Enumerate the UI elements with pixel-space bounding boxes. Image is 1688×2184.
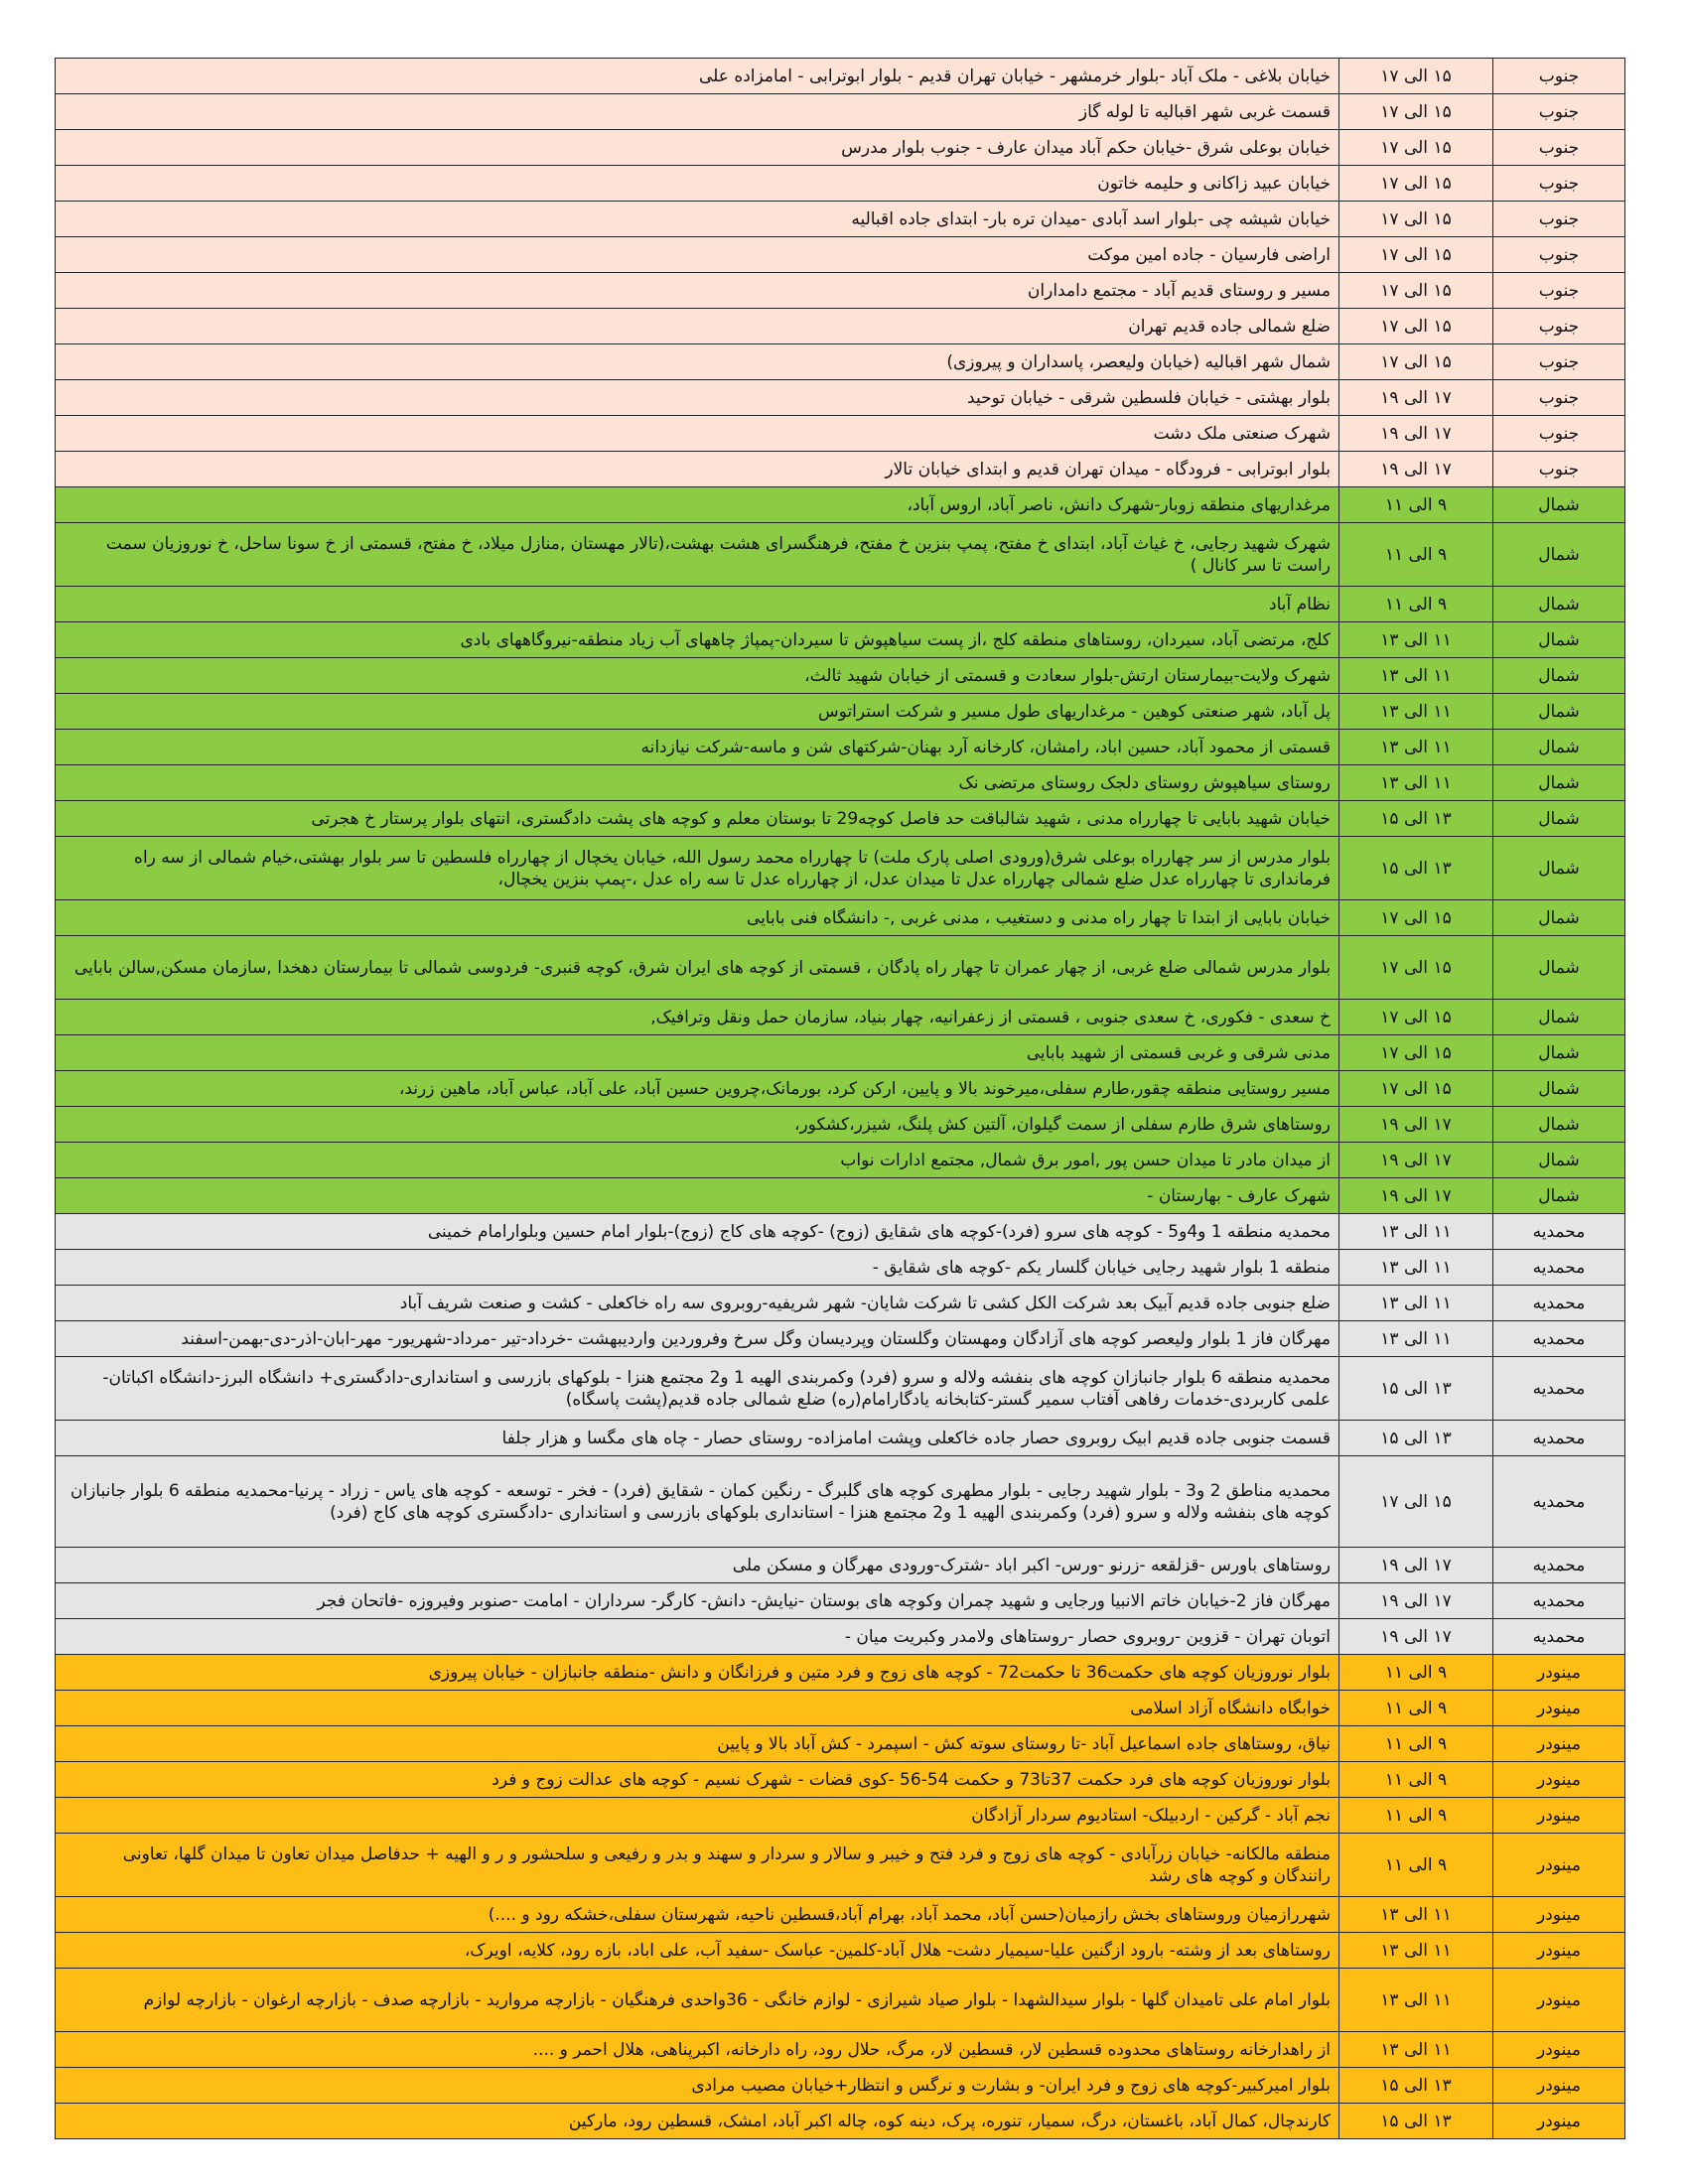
- area-cell: روستاهای باورس -قزلقعه -زرنو -ورس- اکبر اباد -شترک-ورودی مهرگان و مسکن ملی: [56, 1548, 1339, 1583]
- region-cell: شمال: [1493, 1035, 1625, 1071]
- area-cell: از راهدارخانه روستاهای محدوده قسطین لار، قسطین لار، مرگ، حلال رود، راه دارخانه، اکبرپناهی، هلال احمر و ....: [56, 2032, 1339, 2068]
- table-row: [56, 765, 1625, 801]
- area-cell: قسمت جنوبی جاده قدیم ابیک روبروی حصار جاده خاکعلی وپشت امامزاده- روستای حصار - چاه های مگسا و هزار جلفا: [56, 1421, 1339, 1456]
- table-row: [56, 1834, 1625, 1897]
- region-cell: محمدیه: [1493, 1548, 1625, 1583]
- region-cell: مینودر: [1493, 2068, 1625, 2104]
- time-cell: ۱۵ الی ۱۷: [1339, 1456, 1493, 1548]
- outage-schedule-table: [55, 58, 1625, 2139]
- table-row: [56, 1321, 1625, 1357]
- region-cell: محمدیه: [1493, 1583, 1625, 1619]
- area-cell: بلوار نوروزیان کوچه های فرد حکمت 37تا73 و حکمت 54-56 -کوی قضات - شهرک نسیم - کوچه های عدالت زوج و فرد: [56, 1762, 1339, 1798]
- table-row: [56, 801, 1625, 837]
- table-row: [56, 344, 1625, 380]
- table-body: [56, 59, 1625, 2139]
- region-cell: جنوب: [1493, 166, 1625, 202]
- table-row: [56, 1357, 1625, 1421]
- time-cell: ۱۵ الی ۱۷: [1339, 273, 1493, 309]
- table-row: [56, 1798, 1625, 1834]
- table-row: [56, 1035, 1625, 1071]
- area-cell: خیابان بلاغی - ملک آباد -بلوار خرمشهر - خیابان تهران قدیم - بلوار ابوترابی - امامزاده علی: [56, 59, 1339, 94]
- region-cell: مینودر: [1493, 1969, 1625, 2032]
- time-cell: ۹ الی ۱۱: [1339, 1798, 1493, 1834]
- table-row: [56, 1214, 1625, 1250]
- table-row: [56, 1107, 1625, 1143]
- region-cell: محمدیه: [1493, 1421, 1625, 1456]
- region-cell: جنوب: [1493, 380, 1625, 416]
- region-cell: شمال: [1493, 523, 1625, 587]
- table-row: [56, 237, 1625, 273]
- region-cell: جنوب: [1493, 130, 1625, 166]
- region-cell: جنوب: [1493, 237, 1625, 273]
- table-row: [56, 1071, 1625, 1107]
- table-row: [56, 900, 1625, 936]
- area-cell: شهرک عارف - بهارستان -: [56, 1178, 1339, 1214]
- table-row: [56, 166, 1625, 202]
- region-cell: شمال: [1493, 730, 1625, 765]
- area-cell: اراضی فارسیان - جاده امین موکت: [56, 237, 1339, 273]
- region-cell: شمال: [1493, 837, 1625, 900]
- table-row: [56, 1548, 1625, 1583]
- time-cell: ۱۵ الی ۱۷: [1339, 59, 1493, 94]
- time-cell: ۱۱ الی ۱۳: [1339, 1286, 1493, 1321]
- region-cell: مینودر: [1493, 2032, 1625, 2068]
- table-row: [56, 587, 1625, 622]
- area-cell: روستاهای بعد از وشته- بارود ازگنین علیا-سیمیار دشت- هلال آباد-کلمین- عباسک -سفید آب، علی اباد، بازه رود، کلایه، اویرک،: [56, 1933, 1339, 1969]
- area-cell: از میدان مادر تا میدان حسن پور ,امور برق شمال, مجتمع ادارات نواب: [56, 1143, 1339, 1178]
- region-cell: محمدیه: [1493, 1214, 1625, 1250]
- area-cell: کارندچال، کمال آباد، باغستان، درگ، سمیار، تنوره، پرک، دینه کوه، چاله اکبر آباد، امشک، قسطین رود، مارکین: [56, 2104, 1339, 2139]
- time-cell: ۱۱ الی ۱۳: [1339, 1214, 1493, 1250]
- area-cell: محمدیه منطقه 6 بلوار جانبازان کوچه های بنفشه ولاله و سرو (فرد) وکمربندی الهیه 1 و2 مجتمع هنزا - بلوکهای بازرسی و استانداری-دادگستری+ دانشگاه البرز-دانشگاه اکباتان-علمی کاربردی-خدمات رفاهی آفتاب سمیر گستر-کتابخانه یادگارامام(ره) ضلع شمالی جاده قدیم(پشت پاسگاه): [56, 1357, 1339, 1421]
- table-row: [56, 1583, 1625, 1619]
- table-row: [56, 936, 1625, 1000]
- area-cell: خیابان شهید بابایی تا چهارراه مدنی ، شهید شالباقت حد فاصل کوچه29 تا بوستان معلم و کوچه های پشت دادگستری، انتهای بلوار پرستار خ هجرتی: [56, 801, 1339, 837]
- time-cell: ۱۷ الی ۱۹: [1339, 1107, 1493, 1143]
- region-cell: مینودر: [1493, 1726, 1625, 1762]
- area-cell: بلوار نوروزیان کوچه های حکمت36 تا حکمت72 - کوچه های زوج و فرد متین و فرزانگان و دانش -منطقه جانبازان - خیابان پیروزی: [56, 1655, 1339, 1691]
- region-cell: جنوب: [1493, 59, 1625, 94]
- area-cell: محمدیه منطقه 1 و4و5 - کوچه های سرو (فرد)-کوچه های شقایق (زوج) -کوچه های کاج (زوج)-بلوار امام حسین وبلوارامام خمینی: [56, 1214, 1339, 1250]
- area-cell: خ سعدی - فکوری، خ سعدی جنوبی ، قسمتی از زعفرانیه، چهار بنیاد، سازمان حمل ونقل وترافیک,: [56, 1000, 1339, 1035]
- region-cell: شمال: [1493, 900, 1625, 936]
- table-row: [56, 1762, 1625, 1798]
- time-cell: ۱۵ الی ۱۷: [1339, 309, 1493, 344]
- region-cell: مینودر: [1493, 2104, 1625, 2139]
- table-row: [56, 1178, 1625, 1214]
- table-row: [56, 837, 1625, 900]
- region-cell: جنوب: [1493, 309, 1625, 344]
- region-cell: شمال: [1493, 587, 1625, 622]
- area-cell: خوابگاه دانشگاه آزاد اسلامی: [56, 1691, 1339, 1726]
- area-cell: شهررازمیان وروستاهای بخش رازمیان(حسن آباد، محمد آباد، بهرام آباد،قسطین ناحیه، شهرستان سفلی،خشکه رود و ....): [56, 1897, 1339, 1933]
- table-row: [56, 487, 1625, 523]
- table-row: [56, 730, 1625, 765]
- time-cell: ۱۳ الی ۱۵: [1339, 2068, 1493, 2104]
- time-cell: ۱۷ الی ۱۹: [1339, 1548, 1493, 1583]
- table-row: [56, 309, 1625, 344]
- table-row: [56, 94, 1625, 130]
- time-cell: ۱۱ الی ۱۳: [1339, 1321, 1493, 1357]
- region-cell: جنوب: [1493, 344, 1625, 380]
- region-cell: شمال: [1493, 694, 1625, 730]
- table-row: [56, 622, 1625, 658]
- area-cell: نظام آباد: [56, 587, 1339, 622]
- area-cell: مرغداریهای منطقه زوبار-شهرک دانش، ناصر آباد، اروس آباد،: [56, 487, 1339, 523]
- table-row: [56, 1421, 1625, 1456]
- time-cell: ۱۱ الی ۱۳: [1339, 658, 1493, 694]
- area-cell: مدنی شرقی و غربی قسمتی از شهید بابایی: [56, 1035, 1339, 1071]
- area-cell: نجم آباد - گرکین - اردبیلک- استادیوم سردار آزادگان: [56, 1798, 1339, 1834]
- region-cell: مینودر: [1493, 1798, 1625, 1834]
- region-cell: شمال: [1493, 1000, 1625, 1035]
- table-row: [56, 1000, 1625, 1035]
- table-row: [56, 1250, 1625, 1286]
- area-cell: بلوار مدرس شمالی ضلع غربی، از چهار عمران تا چهار راه پادگان ، قسمتی از کوچه های ایران شرق، کوچه قنبری- فردوسی شمالی تا بیمارستان دهخدا ,سازمان مسکن,سالن بابایی: [56, 936, 1339, 1000]
- region-cell: جنوب: [1493, 202, 1625, 237]
- table-row: [56, 1143, 1625, 1178]
- time-cell: ۱۱ الی ۱۳: [1339, 622, 1493, 658]
- time-cell: ۹ الی ۱۱: [1339, 1834, 1493, 1897]
- time-cell: ۹ الی ۱۱: [1339, 1726, 1493, 1762]
- time-cell: ۱۳ الی ۱۵: [1339, 2104, 1493, 2139]
- area-cell: منطقه 1 بلوار شهید رجایی خیابان گلسار یکم -کوچه های شقایق -: [56, 1250, 1339, 1286]
- area-cell: بلوار مدرس از سر چهارراه بوعلی شرق(ورودی اصلی پارک ملت) تا چهارراه محمد رسول الله، خیابان یخچال از چهارراه فلسطین تا سر بلوار بهشتی،خیام شمالی از سه راه فرمانداری تا چهارراه عدل ضلع شمالی چهارراه عدل تا میدان عدل، از چهارراه عدل تا سه راه عدل ،-پمپ بنزین یخچال،: [56, 837, 1339, 900]
- region-cell: مینودر: [1493, 1691, 1625, 1726]
- area-cell: پل آباد، شهر صنعتی کوهین - مرغداریهای طول مسیر و شرکت استراتوس: [56, 694, 1339, 730]
- time-cell: ۱۷ الی ۱۹: [1339, 1619, 1493, 1655]
- area-cell: ضلع جنوبی جاده قدیم آبیک بعد شرکت الکل کشی تا شرکت شایان- شهر شریفیه-روبروی سه راه خاکعلی - کشت و صنعت شریف آباد: [56, 1286, 1339, 1321]
- area-cell: منطقه مالکانه- خیابان زرآبادی - کوچه های زوج و فرد فتح و خیبر و سالار و سردار و سهند و بدر و رفیعی و سلحشور و ر و الهیه + حدفاصل میدان تعاون تا میدان گلها، تعاونی رانندگان و کوچه های رشد: [56, 1834, 1339, 1897]
- time-cell: ۹ الی ۱۱: [1339, 1655, 1493, 1691]
- area-cell: شمال شهر اقبالیه (خیابان ولیعصر، پاسداران و پیروزی): [56, 344, 1339, 380]
- area-cell: قسمتی از محمود آباد، حسین اباد، رامشان، کارخانه آرد بهنان-شرکتهای شن و ماسه-شرکت نیازدانه: [56, 730, 1339, 765]
- time-cell: ۱۵ الی ۱۷: [1339, 130, 1493, 166]
- time-cell: ۱۱ الی ۱۳: [1339, 1933, 1493, 1969]
- time-cell: ۹ الی ۱۱: [1339, 487, 1493, 523]
- table-row: [56, 694, 1625, 730]
- region-cell: شمال: [1493, 1071, 1625, 1107]
- table-row: [56, 130, 1625, 166]
- area-cell: بلوار امیرکبیر-کوچه های زوج و فرد ایران- و بشارت و نرگس و انتظار+خیابان مصیب مرادی: [56, 2068, 1339, 2104]
- time-cell: ۱۱ الی ۱۳: [1339, 1969, 1493, 2032]
- area-cell: ضلع شمالی جاده قدیم تهران: [56, 309, 1339, 344]
- table-row: [56, 1691, 1625, 1726]
- region-cell: جنوب: [1493, 94, 1625, 130]
- time-cell: ۱۳ الی ۱۵: [1339, 837, 1493, 900]
- time-cell: ۱۳ الی ۱۵: [1339, 1357, 1493, 1421]
- time-cell: ۱۷ الی ۱۹: [1339, 380, 1493, 416]
- time-cell: ۱۱ الی ۱۳: [1339, 1250, 1493, 1286]
- table-row: [56, 1726, 1625, 1762]
- table-row: [56, 2068, 1625, 2104]
- area-cell: خیابان بابایی از ابتدا تا چهار راه مدنی و دستغیب ، مدنی غربی ,- دانشگاه فنی بابایی: [56, 900, 1339, 936]
- time-cell: ۱۵ الی ۱۷: [1339, 166, 1493, 202]
- region-cell: مینودر: [1493, 1762, 1625, 1798]
- area-cell: خیابان بوعلی شرق -خیابان حکم آباد میدان عارف - جنوب بلوار مدرس: [56, 130, 1339, 166]
- area-cell: قسمت غربی شهر اقبالیه تا لوله گاز: [56, 94, 1339, 130]
- table-row: [56, 1969, 1625, 2032]
- time-cell: ۱۵ الی ۱۷: [1339, 900, 1493, 936]
- area-cell: کلج، مرتضی آباد، سیردان، روستاهای منطقه کلج ،از پست سیاهپوش تا سیردان-پمپاژ چاههای آب زیاد منطقه-نیروگاههای بادی: [56, 622, 1339, 658]
- area-cell: بلوار امام علی تامیدان گلها - بلوار سیدالشهدا - بلوار صیاد شیرازی - لوازم خانگی - 36واحدی فرهنگیان - بازارچه مروارید - بازارچه صدف - بازارچه ارغوان - بازارچه لوازم: [56, 1969, 1339, 2032]
- time-cell: ۹ الی ۱۱: [1339, 587, 1493, 622]
- time-cell: ۱۷ الی ۱۹: [1339, 452, 1493, 487]
- time-cell: ۱۵ الی ۱۷: [1339, 344, 1493, 380]
- region-cell: شمال: [1493, 1178, 1625, 1214]
- time-cell: ۱۷ الی ۱۹: [1339, 416, 1493, 452]
- table-row: [56, 273, 1625, 309]
- region-cell: شمال: [1493, 622, 1625, 658]
- table-row: [56, 523, 1625, 587]
- area-cell: شهرک شهید رجایی، خ غیاث آباد، ابتدای خ مفتح، پمپ بنزین خ مفتح، فرهنگسرای هشت بهشت،(تالار مهستان ,منازل میلاد، خ مفتح، قسمتی از خ سونا ساحل، خ نوروزیان سمت راست تا سر کانال ): [56, 523, 1339, 587]
- table-row: [56, 1933, 1625, 1969]
- table-row: [56, 2104, 1625, 2139]
- time-cell: ۱۵ الی ۱۷: [1339, 94, 1493, 130]
- time-cell: ۱۵ الی ۱۷: [1339, 237, 1493, 273]
- time-cell: ۹ الی ۱۱: [1339, 1762, 1493, 1798]
- area-cell: شهرک ولایت-بیمارستان ارتش-بلوار سعادت و قسمتی از خیابان شهید ثالث،: [56, 658, 1339, 694]
- table-row: [56, 59, 1625, 94]
- region-cell: مینودر: [1493, 1655, 1625, 1691]
- region-cell: شمال: [1493, 1143, 1625, 1178]
- time-cell: ۱۵ الی ۱۷: [1339, 202, 1493, 237]
- region-cell: جنوب: [1493, 416, 1625, 452]
- time-cell: ۱۵ الی ۱۷: [1339, 1071, 1493, 1107]
- time-cell: ۱۱ الی ۱۳: [1339, 1897, 1493, 1933]
- time-cell: ۹ الی ۱۱: [1339, 523, 1493, 587]
- area-cell: اتوبان تهران - قزوین -روبروی حصار -روستاهای ولامدر وکبریت میان -: [56, 1619, 1339, 1655]
- region-cell: شمال: [1493, 487, 1625, 523]
- region-cell: شمال: [1493, 936, 1625, 1000]
- table-row: [56, 416, 1625, 452]
- time-cell: ۱۳ الی ۱۵: [1339, 801, 1493, 837]
- table-row: [56, 2032, 1625, 2068]
- time-cell: ۱۱ الی ۱۳: [1339, 2032, 1493, 2068]
- area-cell: شهرک صنعتی ملک دشت: [56, 416, 1339, 452]
- area-cell: روستای سیاهپوش روستای دلجک روستای مرتضی نک: [56, 765, 1339, 801]
- area-cell: محمدیه مناطق 2 و3 - بلوار شهید رجایی - بلوار مطهری کوچه های گلبرگ - رنگین کمان - شقایق (فرد) - فخر - توسعه - کوچه های یاس - زراد - پرنیا-محمدیه منطقه 6 بلوار جانبازان کوچه های بنفشه ولاله و سرو (فرد) وکمربندی الهیه 1 و2 مجتمع هنزا - استانداری بلوکهای بازرسی و استانداری -دادگستری کوچه های کاج (فرد): [56, 1456, 1339, 1548]
- region-cell: شمال: [1493, 801, 1625, 837]
- table-row: [56, 1655, 1625, 1691]
- region-cell: محمدیه: [1493, 1456, 1625, 1548]
- table-row: [56, 1456, 1625, 1548]
- time-cell: ۱۳ الی ۱۵: [1339, 1421, 1493, 1456]
- time-cell: ۱۷ الی ۱۹: [1339, 1178, 1493, 1214]
- area-cell: خیابان شیشه چی -بلوار اسد آبادی -میدان تره بار- ابتدای جاده اقبالیه: [56, 202, 1339, 237]
- area-cell: مسیر و روستای قدیم آباد - مجتمع دامداران: [56, 273, 1339, 309]
- area-cell: بلوار ابوترابی - فرودگاه - میدان تهران قدیم و ابتدای خیابان تالار: [56, 452, 1339, 487]
- region-cell: مینودر: [1493, 1897, 1625, 1933]
- region-cell: محمدیه: [1493, 1619, 1625, 1655]
- region-cell: شمال: [1493, 658, 1625, 694]
- time-cell: ۹ الی ۱۱: [1339, 1691, 1493, 1726]
- area-cell: مهرگان فاز 1 بلوار ولیعصر کوچه های آزادگان ومهستان وگلستان وپردیسان وگل سرخ وفروردین واردیبهشت -خرداد-تیر -مرداد-شهریور- مهر-ابان-اذر-دی-بهمن-اسفند: [56, 1321, 1339, 1357]
- time-cell: ۱۷ الی ۱۹: [1339, 1143, 1493, 1178]
- table-row: [56, 1619, 1625, 1655]
- time-cell: ۱۷ الی ۱۹: [1339, 1583, 1493, 1619]
- area-cell: مسیر روستایی منطقه چقور،طارم سفلی،میرخوند بالا و پایین، ارکن کرد، بورمانک،چروین حسین آباد، علی آباد، عباس آباد، ماهین زرند،: [56, 1071, 1339, 1107]
- region-cell: شمال: [1493, 1107, 1625, 1143]
- region-cell: محمدیه: [1493, 1357, 1625, 1421]
- time-cell: ۱۱ الی ۱۳: [1339, 730, 1493, 765]
- table-row: [56, 1897, 1625, 1933]
- table-row: [56, 202, 1625, 237]
- region-cell: مینودر: [1493, 1834, 1625, 1897]
- time-cell: ۱۱ الی ۱۳: [1339, 694, 1493, 730]
- time-cell: ۱۵ الی ۱۷: [1339, 1035, 1493, 1071]
- region-cell: جنوب: [1493, 273, 1625, 309]
- area-cell: نیاق، روستاهای جاده اسماعیل آباد -تا روستای سوته کش - اسپمرد - کش آباد بالا و پایین: [56, 1726, 1339, 1762]
- time-cell: ۱۱ الی ۱۳: [1339, 765, 1493, 801]
- table-row: [56, 658, 1625, 694]
- region-cell: جنوب: [1493, 452, 1625, 487]
- region-cell: شمال: [1493, 765, 1625, 801]
- table-row: [56, 1286, 1625, 1321]
- table-row: [56, 380, 1625, 416]
- table-row: [56, 452, 1625, 487]
- region-cell: مینودر: [1493, 1933, 1625, 1969]
- area-cell: بلوار بهشتی - خیابان فلسطین شرقی - خیابان توحید: [56, 380, 1339, 416]
- time-cell: ۱۵ الی ۱۷: [1339, 936, 1493, 1000]
- region-cell: محمدیه: [1493, 1250, 1625, 1286]
- area-cell: روستاهای شرق طارم سفلی از سمت گیلوان، آلتین کش پلنگ، شیزر،کشکور،: [56, 1107, 1339, 1143]
- time-cell: ۱۵ الی ۱۷: [1339, 1000, 1493, 1035]
- region-cell: محمدیه: [1493, 1321, 1625, 1357]
- region-cell: محمدیه: [1493, 1286, 1625, 1321]
- area-cell: مهرگان فاز 2-خیابان خاتم الانبیا ورجایی و شهید چمران وکوچه های بوستان -نیایش- دانش- کارگر- سرداران - امامت -صنوبر وفیروزه -فاتحان فجر: [56, 1583, 1339, 1619]
- area-cell: خیابان عبید زاکانی و حلیمه خاتون: [56, 166, 1339, 202]
